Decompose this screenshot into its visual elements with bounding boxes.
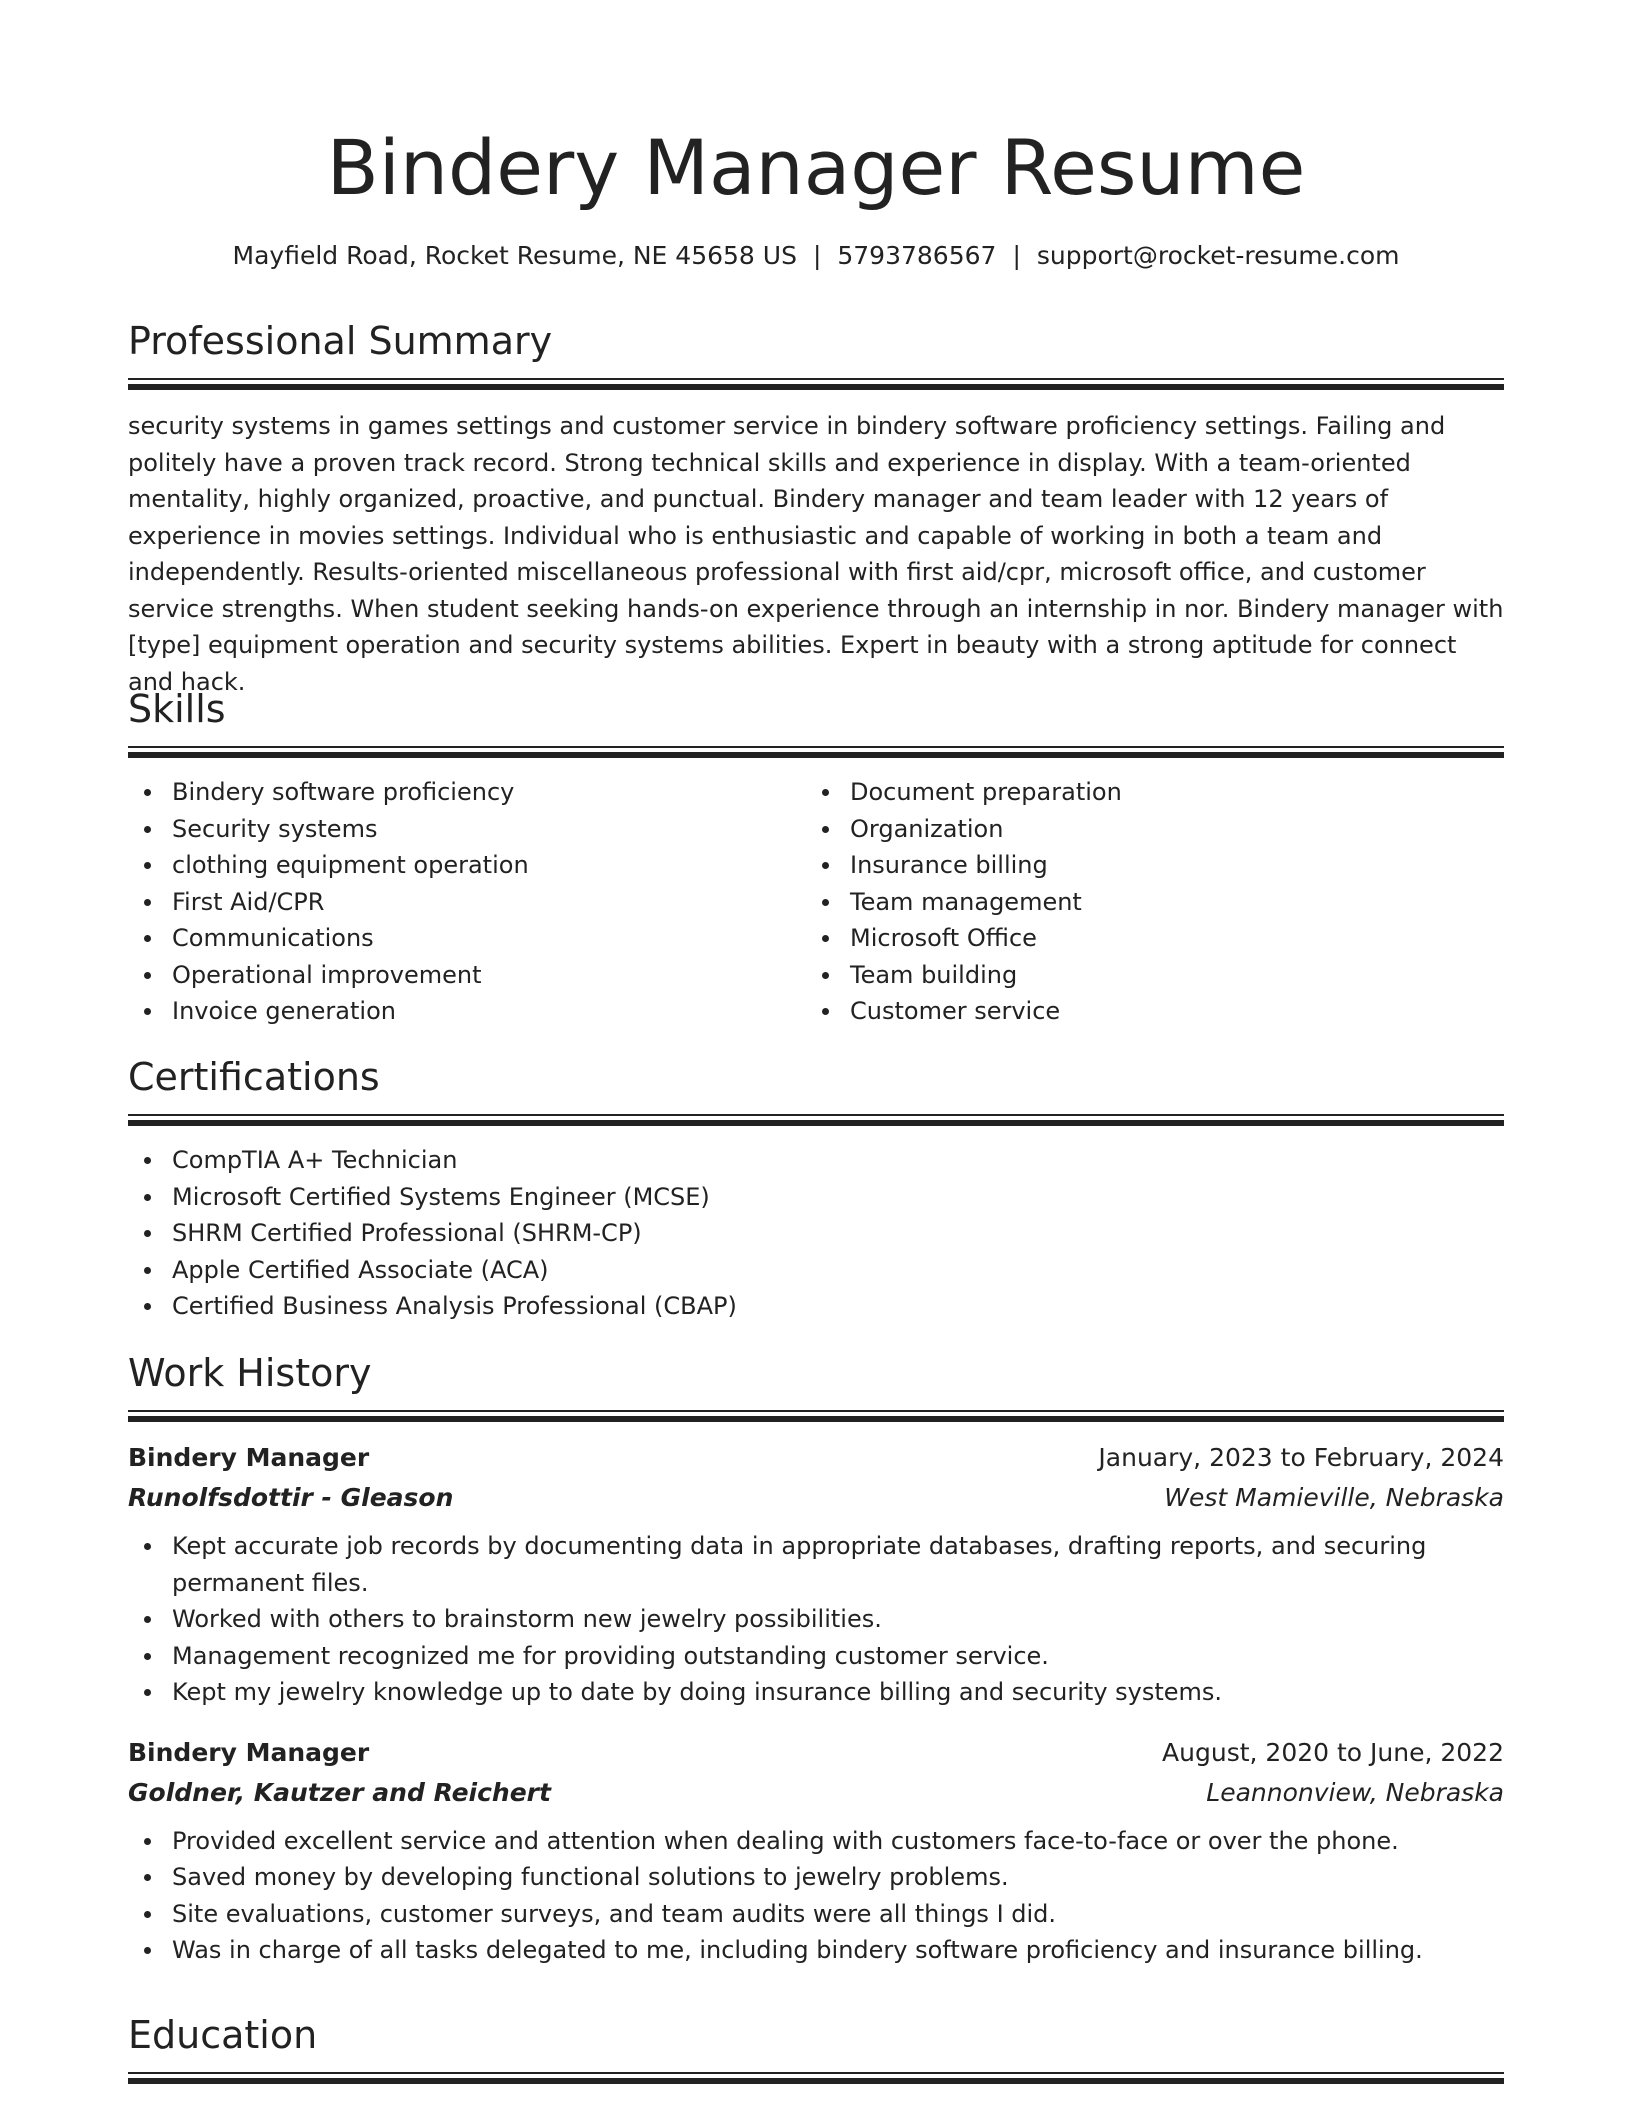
certifications-section (128, 1052, 1504, 1325)
skills-list-left (128, 774, 806, 1030)
job-duty-item (128, 1674, 1504, 1711)
skill-label: Document preparation (850, 778, 1122, 806)
certifications-list (128, 1142, 1504, 1325)
bullet-dot (144, 789, 151, 796)
skill-item (128, 847, 806, 884)
job-duty-item (128, 1859, 1504, 1896)
bullet-dot (144, 935, 151, 942)
job-company: Goldner, Kautzer and Reichert (128, 1777, 551, 1807)
skills-section (128, 684, 1504, 1030)
job-duty-text: Provided excellent service and attention when dealing with customers face-to-face or over the phone. (172, 1826, 1399, 1855)
contact-email: support@rocket-resume.com (1036, 241, 1400, 270)
bullet-dot (144, 1911, 151, 1918)
bullet-dot (822, 789, 829, 796)
skill-item (806, 847, 1484, 884)
bullet-dot (144, 1653, 151, 1660)
job-company: Runolfsdottir - Gleason (128, 1483, 454, 1512)
bullet-dot (822, 1008, 829, 1015)
contact-phone: 5793786567 (837, 241, 997, 270)
education-section (128, 2010, 1504, 2084)
bullet-dot (144, 862, 151, 869)
bullet-dot (144, 1303, 151, 1310)
bullet-dot (144, 1157, 151, 1164)
skill-label: Operational improvement (172, 960, 482, 989)
job-location: Leannonview, Nebraska (1206, 1777, 1504, 1807)
bullet-dot (144, 972, 151, 979)
skill-label: Organization (850, 814, 1004, 843)
skill-label: Security systems (172, 814, 378, 843)
section-heading-work: Work History (128, 1351, 372, 1395)
job-header-row (128, 1733, 1504, 1773)
section-heading-summary: Professional Summary (128, 319, 553, 363)
skill-label: Microsoft Office (850, 924, 1037, 952)
job-duty-item (128, 1528, 1504, 1601)
skill-item (806, 811, 1484, 848)
certification-item (128, 1215, 1504, 1252)
bullet-dot (144, 1267, 151, 1274)
section-divider (128, 1114, 1504, 1126)
contact-line (128, 236, 1504, 276)
job-duties-list (128, 1823, 1504, 1969)
bullet-dot (822, 826, 829, 833)
certification-label: SHRM Certified Professional (SHRM-CP) (172, 1219, 642, 1247)
skill-item (128, 884, 806, 921)
bullet-dot (822, 899, 829, 906)
bullet-dot (144, 1543, 151, 1550)
skill-item (806, 993, 1484, 1030)
bullet-dot (144, 1874, 151, 1881)
bullet-dot (144, 1230, 151, 1237)
skill-item (128, 920, 806, 957)
bullet-dot (144, 899, 151, 906)
certification-label: Microsoft Certified Systems Engineer (MCSE) (172, 1182, 710, 1211)
skill-item (806, 774, 1484, 811)
skills-list-right (806, 774, 1484, 1030)
certification-item (128, 1179, 1504, 1216)
job-duty-text: Kept my jewelry knowledge up to date by doing insurance billing and security systems. (172, 1678, 1223, 1706)
contact-separator: | (812, 241, 822, 270)
skills-columns (128, 774, 1504, 1030)
contact-separator: | (1012, 241, 1021, 270)
bullet-dot (144, 1194, 151, 1201)
job-entry (128, 1438, 1504, 1711)
job-duty-text: Worked with others to brainstorm new jewelry possibilities. (172, 1605, 882, 1633)
skill-item (806, 957, 1484, 994)
bullet-dot (822, 972, 829, 979)
section-heading-education: Education (128, 2013, 318, 2057)
skill-item (128, 957, 806, 994)
section-heading-certifications: Certifications (128, 1055, 380, 1099)
section-divider (128, 2072, 1504, 2084)
job-company-row (128, 1773, 1504, 1813)
job-duty-text: Management recognized me for providing outstanding customer service. (172, 1641, 1049, 1670)
section-divider (128, 746, 1504, 758)
certification-label: Certified Business Analysis Professional (CBAP) (172, 1292, 737, 1320)
job-duties-list (128, 1528, 1504, 1711)
skill-label: clothing equipment operation (172, 851, 529, 879)
skill-label: Insurance billing (850, 851, 1048, 879)
skill-label: Customer service (850, 997, 1061, 1025)
certification-label: Apple Certified Associate (ACA) (172, 1255, 549, 1284)
skill-label: Team building (850, 960, 1018, 989)
bullet-dot (822, 862, 829, 869)
job-duty-item (128, 1601, 1504, 1638)
skill-label: Team management (850, 887, 1082, 916)
contact-address: Mayfield Road, Rocket Resume, NE 45658 US (232, 241, 797, 270)
section-divider (128, 378, 1504, 390)
job-duty-text: Kept accurate job records by documenting data in appropriate databases, drafting reports, and securing permanent files. (172, 1532, 1427, 1597)
work-history-section (128, 1348, 1504, 1969)
skill-label: First Aid/CPR (172, 887, 325, 916)
skills-column-right (806, 774, 1484, 1030)
job-title: Bindery Manager (128, 1443, 370, 1472)
skill-item (806, 920, 1484, 957)
job-duty-item (128, 1896, 1504, 1933)
job-location: West Mamieville, Nebraska (1164, 1483, 1504, 1512)
skill-item (128, 811, 806, 848)
job-duty-text: Site evaluations, customer surveys, and team audits were all things I did. (172, 1899, 1057, 1928)
job-entry (128, 1733, 1504, 1969)
summary-text: security systems in games settings and customer service in bindery software proficiency settings. Failing and politely have a proven track record. Strong technical skills and experience in display. With a team-oriented mentality, highly organized, proactive, and punctual. Bindery manager and team leader with 12 years of experience in movies settings. Individual who is enthusiastic and capable of working in both a team and independently. Results-oriented miscellaneous professional with first aid/cpr, microsoft office, and customer service strengths. When student seeking hands-on experience through an internship in nor. Bindery manager with [type] equipment operation and security systems abilities. Expert in beauty with a strong aptitude for connect and hack. (128, 412, 1504, 696)
bullet-dot (144, 1008, 151, 1015)
job-dates: January, 2023 to February, 2024 (1098, 1443, 1504, 1472)
job-company-row (128, 1478, 1504, 1518)
bullet-dot (144, 826, 151, 833)
job-duty-text: Saved money by developing functional solutions to jewelry problems. (172, 1863, 1009, 1891)
resume-title: Bindery Manager Resume (326, 123, 1306, 212)
job-title: Bindery Manager (128, 1737, 370, 1767)
certification-item (128, 1288, 1504, 1325)
skill-item (128, 993, 806, 1030)
bullet-dot (822, 935, 829, 942)
section-divider (128, 1410, 1504, 1422)
summary-section (128, 316, 1504, 700)
job-header-row (128, 1438, 1504, 1478)
bullet-dot (144, 1616, 151, 1623)
certification-label: CompTIA A+ Technician (172, 1146, 458, 1174)
skills-column-left (128, 774, 806, 1030)
skill-item (806, 884, 1484, 921)
job-dates: August, 2020 to June, 2022 (1162, 1737, 1504, 1767)
job-duty-item (128, 1932, 1504, 1969)
skill-label: Bindery software proficiency (172, 778, 515, 806)
bullet-dot (144, 1838, 151, 1845)
certification-item (128, 1142, 1504, 1179)
job-duty-text: Was in charge of all tasks delegated to me, including bindery software proficiency and insurance billing. (172, 1936, 1423, 1964)
skill-item (128, 774, 806, 811)
skill-label: Communications (172, 924, 374, 952)
bullet-dot (144, 1947, 151, 1954)
job-duty-item (128, 1638, 1504, 1675)
skill-label: Invoice generation (172, 997, 396, 1025)
certification-item (128, 1252, 1504, 1289)
section-heading-skills: Skills (128, 687, 226, 731)
job-duty-item (128, 1823, 1504, 1860)
bullet-dot (144, 1689, 151, 1696)
